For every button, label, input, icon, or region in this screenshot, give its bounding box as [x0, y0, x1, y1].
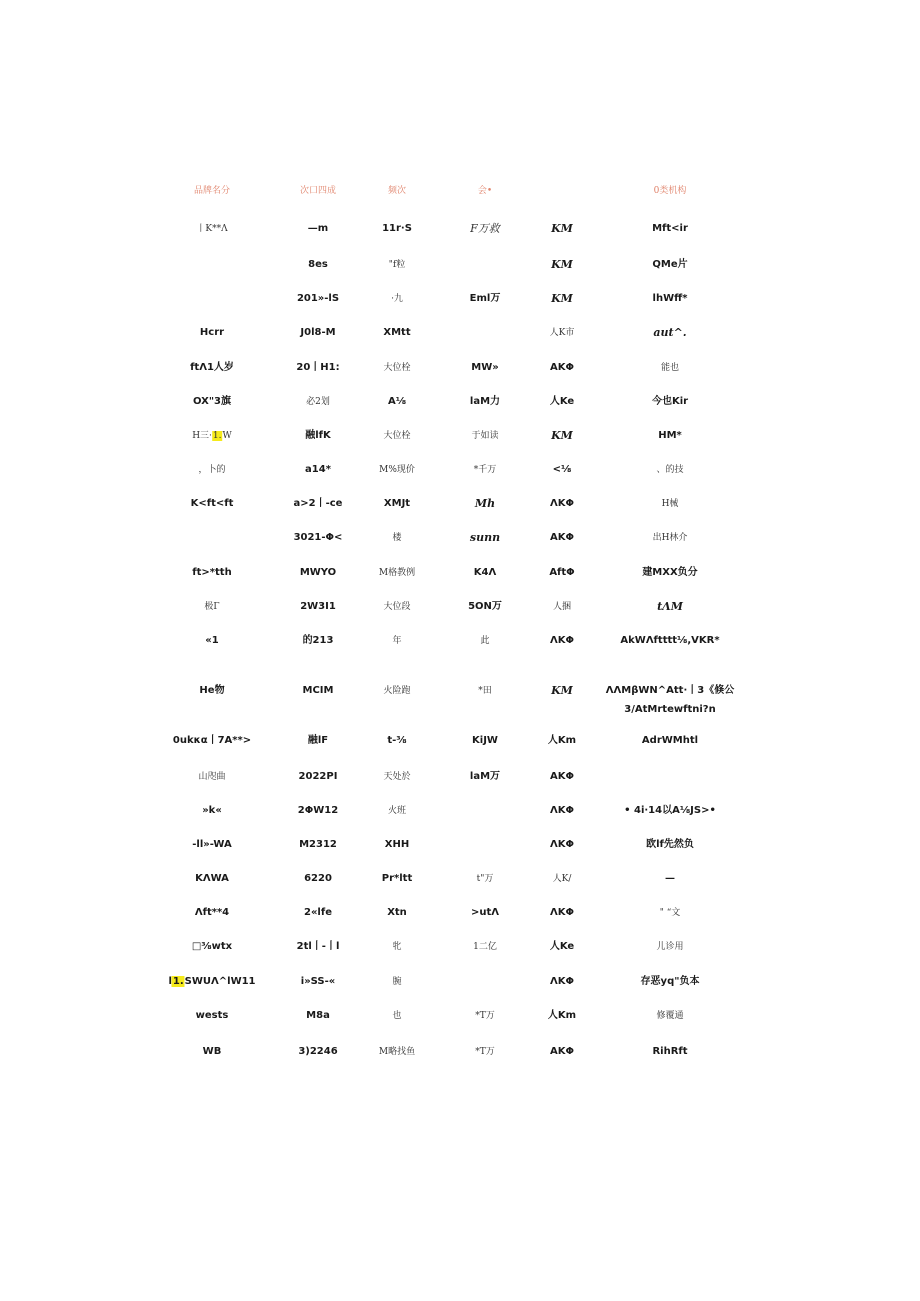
- table-cell: ，卜的: [198, 465, 226, 475]
- table-cell: 儿诊用: [656, 942, 684, 952]
- table-cell: H械: [661, 499, 679, 509]
- table-cell: <⅛: [552, 464, 572, 475]
- table-cell: »k«: [202, 805, 222, 816]
- table-cell: KM: [551, 222, 573, 235]
- table-cell: 牝: [392, 942, 402, 952]
- table-cell: • 4i·14以A⅛JS>•: [624, 805, 716, 816]
- table-cell: 年: [392, 636, 402, 646]
- table-cell: 修覆通: [656, 1011, 684, 1021]
- table-cell: 此: [480, 636, 490, 646]
- table-row: [0, 531, 920, 551]
- table-row: [0, 566, 920, 586]
- table-row: [0, 463, 920, 483]
- table-cell: 火险跑: [383, 686, 411, 696]
- table-cell: a14*: [305, 464, 331, 475]
- table-cell: ·九: [391, 294, 403, 304]
- table-cell: 融lF: [307, 735, 329, 746]
- table-cell: KM: [551, 684, 573, 697]
- table-cell: *T万: [475, 1047, 495, 1057]
- table-cell: 必2划: [306, 397, 330, 407]
- table-cell: 人K市: [549, 328, 575, 338]
- table-cell: *千万: [473, 465, 497, 475]
- table-cell: 2ΦW12: [297, 805, 339, 816]
- table-cell: 山咫曲: [198, 772, 226, 782]
- table-cell: ΛKΦ: [550, 907, 574, 918]
- table-row: [0, 906, 920, 926]
- table-cell: 建MXX负分: [642, 567, 698, 578]
- table-cell: ΛKΦ: [550, 976, 574, 987]
- table-cell: Λft**4: [194, 907, 230, 918]
- table-cell: K<ft<ft: [190, 498, 234, 509]
- table-cell: —: [665, 873, 675, 884]
- table-cell: 欧lf先然负: [646, 839, 694, 850]
- table-cell: 的213: [302, 635, 334, 646]
- table-cell: MW»: [471, 362, 499, 373]
- table-row: [0, 872, 920, 892]
- table-cell: 楼: [392, 533, 402, 543]
- table-row: [0, 634, 920, 654]
- table-cell: ΛKΦ: [550, 805, 574, 816]
- table-cell: AKΦ: [550, 771, 574, 782]
- table-cell: ΛKΦ: [550, 635, 574, 646]
- table-cell: 201»-lS: [296, 293, 340, 304]
- table-row: [0, 1009, 920, 1029]
- table-cell: 、的技: [656, 465, 684, 475]
- header-col-6: 0类机构: [653, 186, 687, 196]
- table-cell: 人捆: [552, 602, 572, 612]
- table-cell: 也: [392, 1011, 402, 1021]
- table-cell: Hcrr: [199, 327, 225, 338]
- table-cell: lhWff*: [652, 293, 688, 304]
- table-cell: sunn: [469, 531, 501, 544]
- table-row: [0, 1045, 920, 1065]
- table-cell: 出H林介: [652, 533, 688, 543]
- table-cell: 大位段: [383, 602, 411, 612]
- table-cell: KiJW: [472, 735, 498, 746]
- header-col-4: 会•: [477, 186, 493, 196]
- table-cell-continuation: 3/AtMrtewftni?n: [624, 704, 716, 715]
- table-cell: XMtt: [383, 327, 411, 338]
- table-cell: 人K/: [552, 874, 572, 884]
- table-cell: "f粒: [388, 260, 406, 270]
- table-cell: 火班: [387, 806, 407, 816]
- table-cell: 今也Kir: [651, 396, 689, 407]
- table-cell: □⅜wtx: [191, 941, 233, 952]
- table-cell: XHH: [384, 839, 410, 850]
- table-cell: 20丨H1:: [296, 362, 340, 373]
- table-cell: J0l8-M: [300, 327, 336, 338]
- table-cell: Eml万: [469, 293, 501, 304]
- table-cell: Xtn: [387, 907, 407, 918]
- table-cell: M%现价: [379, 465, 415, 475]
- table-cell: HM*: [658, 430, 682, 441]
- table-row: [0, 326, 920, 346]
- table-cell: 2«lfe: [304, 907, 332, 918]
- table-cell: 人Ke: [549, 941, 575, 952]
- table-cell: ftΛ1人岁: [190, 362, 234, 373]
- table-cell: 6220: [304, 873, 332, 884]
- table-row: [0, 940, 920, 960]
- table-cell: 0ukκα丨7A**>: [172, 735, 252, 746]
- table-cell: a>2丨-ce: [293, 498, 343, 509]
- table-header: [0, 183, 920, 203]
- table-cell: MWYO: [299, 567, 337, 578]
- table-cell: >utΛ: [470, 907, 500, 918]
- table-cell: 1二亿: [473, 942, 497, 952]
- table-cell: K4Λ: [473, 567, 497, 578]
- table-cell: t"万: [476, 874, 494, 884]
- table-cell: *T万: [475, 1011, 495, 1021]
- table-cell: WB: [202, 1046, 222, 1057]
- table-cell: t-⅜: [387, 735, 407, 746]
- table-cell: KΛWA: [195, 873, 229, 884]
- table-cell: M格教例: [378, 568, 416, 578]
- table-cell: KM: [551, 258, 573, 271]
- table-row: [0, 804, 920, 824]
- table-cell: wests: [195, 1010, 229, 1021]
- table-cell: 2tl丨-丨l: [296, 941, 340, 952]
- table-row: [0, 734, 920, 754]
- table-cell: RihRft: [652, 1046, 688, 1057]
- table-cell: 人Ke: [549, 396, 575, 407]
- table-cell: AkWΛftttt⅛,VKR*: [620, 635, 720, 646]
- table-cell: F万救: [470, 222, 500, 235]
- table-cell: MCIM: [302, 685, 334, 696]
- table-cell: Pr*ltt: [381, 873, 413, 884]
- table-cell: 极Γ: [204, 602, 220, 612]
- table-cell: 存恶yq"负本: [640, 976, 700, 987]
- table-cell: 丨K**Λ: [196, 224, 228, 234]
- header-col-2: 次口四成: [299, 186, 337, 196]
- table-row: [0, 395, 920, 415]
- table-cell: laM万: [469, 771, 501, 782]
- table-cell: ΛΛMβWN^Att·丨3《倏公: [605, 685, 735, 696]
- table-cell: 人Km: [547, 735, 577, 746]
- table-cell: AKΦ: [550, 532, 574, 543]
- table-cell: 天处於: [383, 772, 411, 782]
- table-row: [0, 222, 920, 242]
- table-cell: 2W3I1: [300, 601, 336, 612]
- table-cell: 能也: [660, 363, 680, 373]
- table-row: [0, 361, 920, 381]
- table-cell: H三·1.W: [192, 431, 232, 441]
- table-row: [0, 258, 920, 278]
- table-cell: QMe片: [652, 259, 688, 270]
- table-cell: ΛKΦ: [550, 839, 574, 850]
- table-cell: KM: [551, 429, 573, 442]
- table-cell: i»SS-«: [300, 976, 336, 987]
- table-cell: AKΦ: [550, 1046, 574, 1057]
- table-cell: 2022PI: [298, 771, 338, 782]
- table-cell: l1.SWUΛ^lW11: [168, 976, 256, 987]
- table-row: [0, 292, 920, 312]
- table-cell: OX"3旗: [192, 396, 232, 407]
- table-cell: ΛKΦ: [550, 498, 574, 509]
- table-cell: AKΦ: [550, 362, 574, 373]
- table-cell: M8a: [306, 1010, 330, 1021]
- table-cell: 人Km: [547, 1010, 577, 1021]
- table-cell: A⅛: [387, 396, 407, 407]
- table-cell: 5ON万: [468, 601, 502, 612]
- table-cell: 融lfK: [305, 430, 331, 441]
- table-row: [0, 975, 920, 995]
- table-cell: Mh: [474, 497, 496, 510]
- table-cell: «1: [205, 635, 219, 646]
- header-col-1: 品牌名分: [193, 186, 231, 196]
- header-col-3: 频次: [387, 186, 407, 196]
- table-row: [0, 838, 920, 858]
- table-cell: tΛM: [657, 600, 683, 613]
- table-cell: KM: [551, 292, 573, 305]
- table-cell: 于如读: [471, 431, 499, 441]
- table-cell: Mft<ir: [652, 223, 688, 234]
- table-cell: *田: [478, 686, 492, 696]
- table-cell: -ll»-WA: [192, 839, 232, 850]
- highlight-mark: 1.: [212, 431, 222, 441]
- table-cell: XMJt: [383, 498, 411, 509]
- table-row: [0, 684, 920, 704]
- table-row: [0, 429, 920, 449]
- table-cell: AdrWMhtl: [641, 735, 699, 746]
- table-cell: aut^.: [653, 326, 687, 339]
- table-cell: —m: [307, 223, 329, 234]
- highlight-mark: 1.: [172, 976, 184, 987]
- table-row: [0, 600, 920, 620]
- table-cell: 8es: [308, 259, 328, 270]
- table-cell: 大位栓: [383, 363, 411, 373]
- table-cell: 大位栓: [383, 431, 411, 441]
- table-cell: 腕: [392, 977, 402, 987]
- table-cell: M略找鱼: [378, 1047, 416, 1057]
- table-cell: ft>*tth: [192, 567, 232, 578]
- table-cell: " “文: [659, 908, 681, 918]
- table-cell: M2312: [299, 839, 337, 850]
- table-cell: laM力: [469, 396, 501, 407]
- table-cell: 3021-Φ<: [293, 532, 343, 543]
- table-cell: 11r·S: [382, 223, 412, 234]
- table-cell: He物: [199, 685, 225, 696]
- table-cell: 3)2246: [298, 1046, 338, 1057]
- table-row: [0, 770, 920, 790]
- table-cell: AftΦ: [549, 567, 575, 578]
- table-row: [0, 497, 920, 517]
